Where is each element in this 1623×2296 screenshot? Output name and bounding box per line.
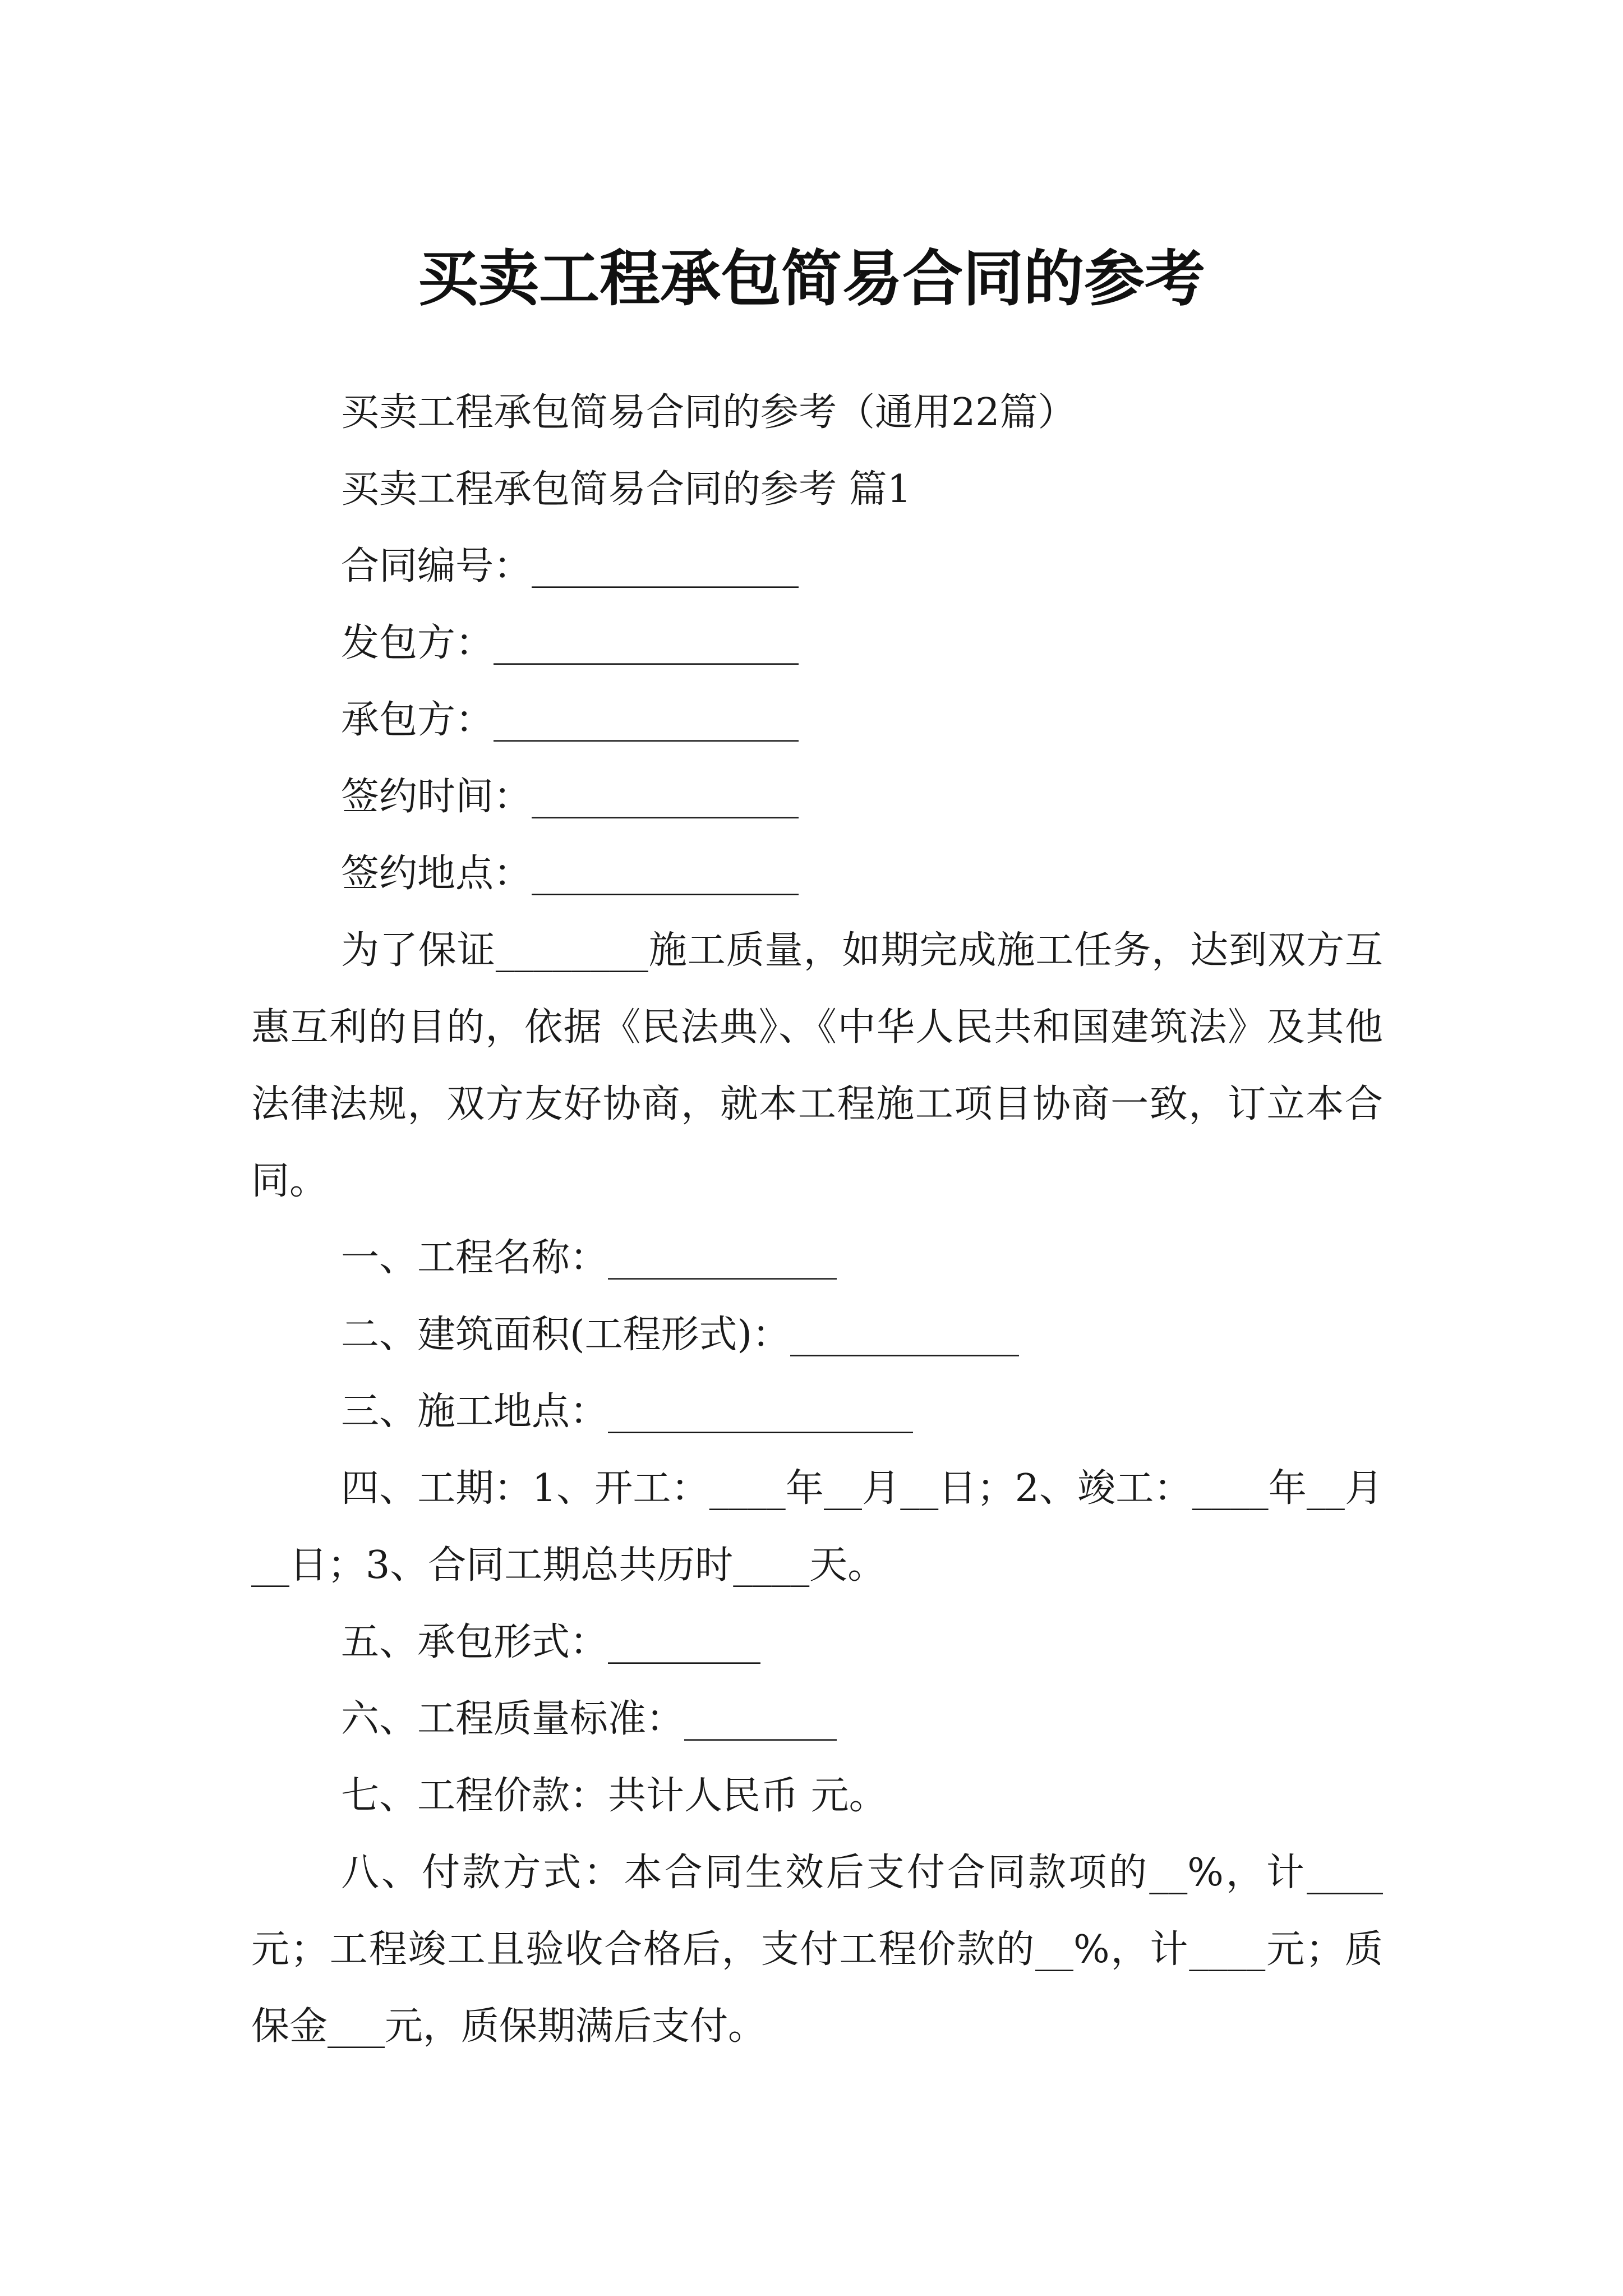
- employer-field: 发包方：________________: [341, 621, 799, 665]
- contractor-field: 承包方：________________: [341, 698, 799, 742]
- document-body: [251, 374, 1383, 2065]
- clause-project-name: 一、工程名称：____________: [341, 1236, 837, 1280]
- section-heading: 买卖工程承包简易合同的参考 篇1: [341, 467, 911, 512]
- signing-place-field: 签约地点：______________: [341, 852, 799, 896]
- clause-construction-site: 三、施工地点：________________: [341, 1389, 914, 1434]
- clause-payment-terms: 八、付款方式：本合同生效后支付合同款项的__%，计____元；工程竣工且验收合格后，支付工程价款的__%，计____元；质保金___元，质保期满后支付。: [251, 1851, 1383, 2049]
- clause-building-area: 二、建筑面积(工程形式)：____________: [341, 1313, 1020, 1357]
- preamble-paragraph: 为了保证________施工质量，如期完成施工任务，达到双方互惠互利的目的，依据《民法典》、《中华人民共和国建筑法》及其他法律法规，双方友好协商，就本工程施工项目协商一致，订立本合同。: [251, 928, 1383, 1203]
- document-title: 买卖工程承包简易合同的参考: [417, 243, 1205, 315]
- document-subtitle: 买卖工程承包简易合同的参考（通用22篇）: [341, 390, 1076, 435]
- clause-construction-period: 四、工期：1、开工：____年__月__日；2、竣工：____年__月__日；3、合同工期总共历时____天。: [251, 1466, 1383, 1588]
- clause-quality-standard: 六、工程质量标准：________: [341, 1697, 837, 1741]
- clause-contract-form: 五、承包形式：________: [341, 1620, 761, 1664]
- clause-contract-price: 七、工程价款：共计人民币 元。: [341, 1774, 887, 1818]
- signing-date-field: 签约时间：______________: [341, 775, 799, 819]
- contract-number-field: 合同编号：______________: [341, 544, 799, 588]
